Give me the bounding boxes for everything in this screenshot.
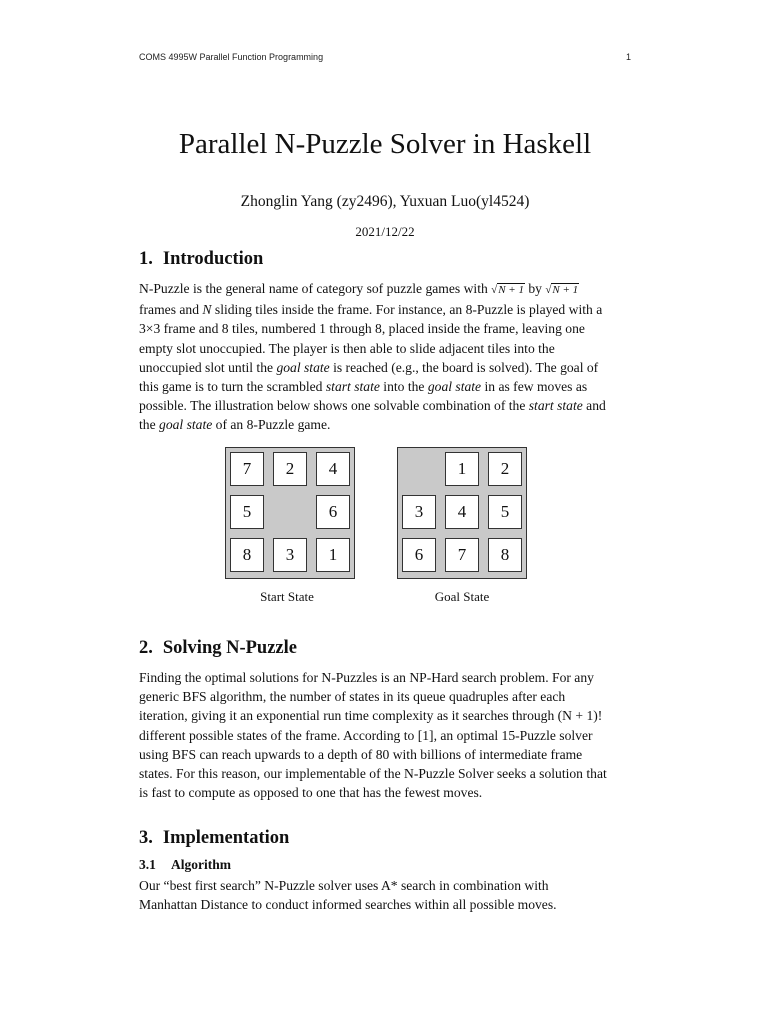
paragraph-line: different possible states of the frame. According to [1], an optimal 15-Puzzle solver [139, 727, 593, 743]
emphasis: start state [325, 379, 380, 395]
emphasis: goal state [427, 379, 482, 395]
puzzle-tile: 8 [488, 538, 522, 572]
paragraph-line: states. For this reason, our implementable of the N-Puzzle Solver seeks a solution that [139, 766, 607, 782]
start-state-label: Start State [260, 589, 314, 604]
paragraph-line [139, 300, 639, 319]
emphasis: goal state [159, 417, 213, 433]
text-run: frames and [139, 302, 203, 318]
paragraph-line [139, 396, 639, 415]
puzzle-tile: 6 [316, 495, 350, 529]
text-run: unoccupied slot until the [139, 359, 277, 375]
subsection-number: 3.1 [139, 857, 156, 872]
puzzle-tile: 5 [230, 495, 264, 529]
section-number: 3. [139, 828, 153, 848]
text-run: sliding tiles inside the frame. For instance, an 8-Puzzle is played with a [211, 302, 603, 318]
goal-state-grid [397, 447, 527, 579]
section-heading-solving [139, 638, 297, 659]
math-variable: N [202, 302, 212, 318]
paragraph-line: is fast to compute as opposed to one that has the fewest moves. [139, 785, 483, 801]
goal-state-label: Goal State [434, 589, 490, 604]
section-title: Implementation [162, 828, 290, 848]
puzzle-tile: 7 [230, 452, 264, 486]
paragraph-line: Finding the optimal solutions for N-Puzzles is an NP-Hard search problem. For any [139, 670, 594, 685]
algorithm-paragraph [139, 876, 639, 914]
text-run: the [139, 417, 160, 433]
puzzle-tile: 1 [445, 452, 479, 486]
puzzle-tile: 3 [402, 495, 436, 529]
text-run: by [524, 281, 546, 296]
puzzle-tile: 1 [316, 538, 350, 572]
text-run: N-Puzzle is the general name of category sof puzzle games with [139, 281, 492, 296]
emphasis: goal state [276, 359, 330, 375]
section-heading-introduction [139, 249, 263, 270]
puzzle-tile: 4 [316, 452, 350, 486]
puzzle-tile: 5 [488, 495, 522, 529]
puzzle-tile: 8 [230, 538, 264, 572]
sqrt-radicand: N + 1 [552, 284, 579, 296]
page-number: 1 [625, 52, 631, 62]
emphasis: start state [528, 398, 583, 414]
paragraph-line: empty slot unoccupied. The player is then able to slide adjacent tiles into the [139, 340, 555, 356]
paragraph-line: iteration, giving it an exponential run time complexity as it searches through (N + 1)! [139, 708, 603, 724]
introduction-paragraph [139, 279, 639, 435]
paragraph-line: using BFS can reach upwards to a depth of 80 with billions of intermediate frame [139, 746, 583, 762]
paragraph-line: Our “best first search” N-Puzzle solver uses A* search in combination with [139, 878, 549, 893]
text-run: this game is to turn the scrambled [139, 379, 326, 395]
paragraph-line: Manhattan Distance to conduct informed searches within all possible moves. [139, 897, 557, 913]
running-header [139, 52, 631, 66]
section-title: Introduction [162, 249, 264, 269]
start-state-grid [225, 447, 355, 579]
subsection-heading-algorithm [139, 857, 231, 873]
text-run: is reached (e.g., the board is solved). The goal of [329, 359, 599, 375]
sqrt-radicand: N + 1 [498, 284, 524, 296]
course-title: COMS 4995W Parallel Function Programming [139, 52, 324, 62]
paragraph-line [139, 415, 639, 434]
paragraph-line [139, 358, 639, 377]
sqrt-expression: √N + 1 [491, 284, 524, 296]
authors: Zhonglin Yang (zy2496), Yuxuan Luo(yl4524) [240, 193, 530, 210]
text-run: of an 8-Puzzle game. [212, 417, 331, 433]
section-number: 1. [139, 249, 153, 269]
puzzle-tile: 3 [273, 538, 307, 572]
puzzle-tile: 4 [445, 495, 479, 529]
paragraph-line: 3×3 frame and 8 tiles, numbered 1 through 8, placed inside the frame, leaving one [139, 321, 585, 337]
subsection-title: Algorithm [171, 857, 231, 872]
section-heading-implementation [139, 828, 289, 849]
puzzle-tile: 6 [402, 538, 436, 572]
paragraph-line [139, 377, 639, 396]
text-run: into the [379, 379, 428, 395]
section-title: Solving N-Puzzle [162, 638, 297, 658]
puzzle-tile: 2 [273, 452, 307, 486]
text-run: and [582, 398, 606, 414]
date: 2021/12/22 [355, 224, 415, 239]
section-number: 2. [139, 638, 153, 658]
paper-title: Parallel N-Puzzle Solver in Haskell [178, 128, 592, 160]
solving-paragraph [139, 668, 639, 802]
sqrt-expression: √N + 1 [545, 284, 579, 296]
paragraph-line: generic BFS algorithm, the number of states in its queue quadruples after each [139, 689, 566, 705]
puzzle-tile: 2 [488, 452, 522, 486]
text-run: in as few moves as [481, 379, 588, 395]
paragraph-line [139, 279, 639, 300]
puzzle-tile: 7 [445, 538, 479, 572]
text-run: possible. The illustration below shows one solvable combination of the [139, 398, 529, 414]
